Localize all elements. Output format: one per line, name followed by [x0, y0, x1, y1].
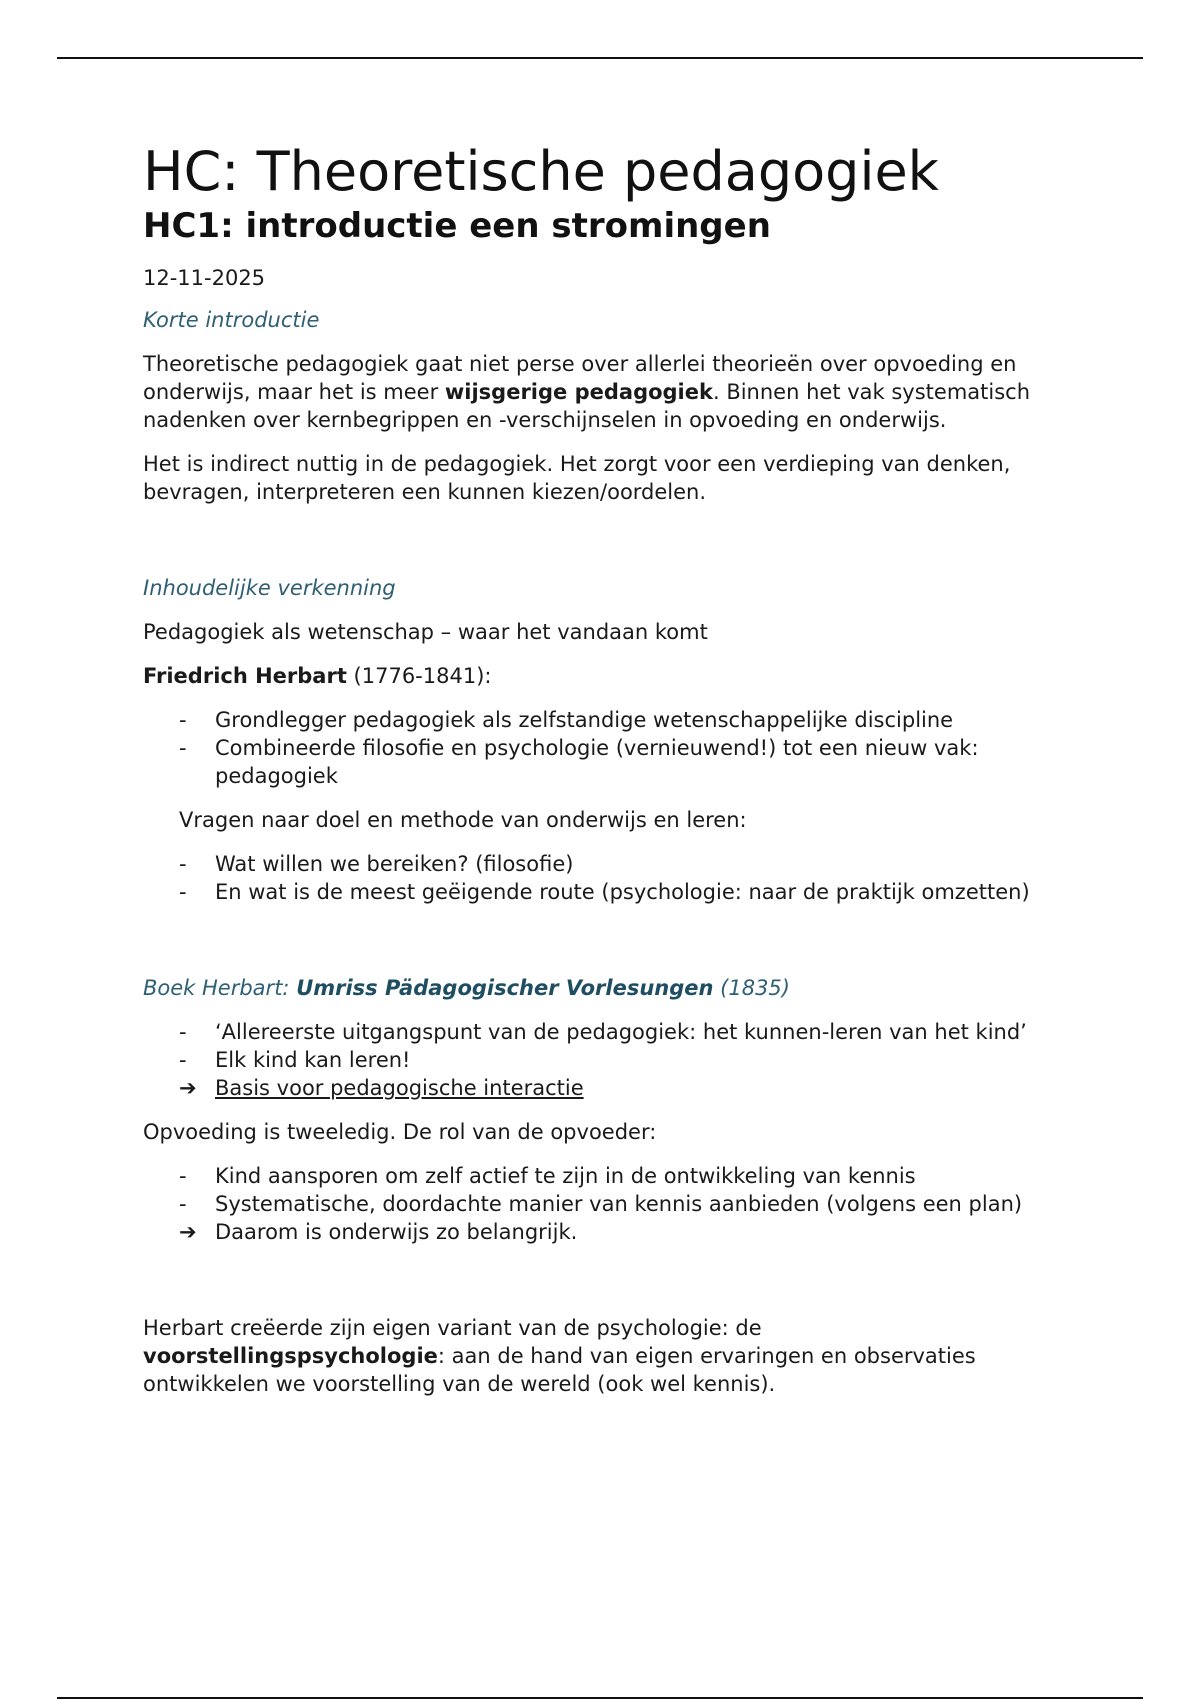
section-heading-book — [143, 974, 1043, 1002]
list-item — [179, 734, 1043, 790]
list-item-text: Kind aansporen om zelf actief te zijn in de ontwikkeling van kennis — [215, 1164, 916, 1188]
psychology-paragraph — [143, 1314, 1043, 1398]
dash-marker: - — [179, 852, 187, 876]
date: 12-11-2025 — [143, 266, 266, 290]
intro-paragraph-2: Het is indirect nuttig in de pedagogiek. Het zorgt voor een verdieping van denken, bevragen, interpreteren een kunnen kiezen/oordelen. — [143, 452, 1011, 504]
dash-marker: - — [179, 736, 187, 760]
bold-term: wijsgerige pedagogiek — [444, 380, 713, 404]
dash-marker: - — [179, 1020, 187, 1044]
list-item — [179, 1190, 1043, 1218]
text-run: Boek Herbart: — [143, 976, 297, 1000]
herbart-list — [179, 706, 1043, 790]
intro-paragraph-1 — [143, 350, 1043, 434]
dash-marker: - — [179, 1192, 187, 1216]
questions-paragraph: Vragen naar doel en methode van onderwijs en leren: — [179, 808, 747, 832]
section-heading-intro: Korte introductie — [143, 308, 320, 332]
section-heading-exploration: Inhoudelijke verkenning — [143, 576, 396, 600]
document-title: HC: Theoretische pedagogiek — [143, 140, 939, 203]
book-year: (1835) — [713, 976, 790, 1000]
spacer — [143, 522, 1043, 574]
list-item-text: Wat willen we bereiken? (filosofie) — [215, 852, 574, 876]
list-item — [179, 706, 1043, 734]
text-run: Herbart creëerde zijn eigen variant van de psychologie: de — [143, 1316, 762, 1340]
herbart-name: Friedrich Herbart — [143, 664, 347, 688]
list-item-text: Combineerde filosofie en psychologie (vernieuwend!) tot een nieuw vak: pedagogiek — [215, 736, 979, 788]
herbart-line — [143, 662, 1043, 690]
footer-rule — [57, 1697, 1143, 1699]
list-item-text: Grondlegger pedagogiek als zelfstandige wetenschappelijke discipline — [215, 708, 954, 732]
list-item-text: En wat is de meest geëigende route (psychologie: naar de praktijk omzetten) — [215, 880, 1030, 904]
dash-marker: - — [179, 1164, 187, 1188]
header-rule — [57, 57, 1143, 59]
list-item-text: Systematische, doordachte manier van kennis aanbieden (volgens een plan) — [215, 1192, 1023, 1216]
dash-marker: - — [179, 708, 187, 732]
dash-marker: - — [179, 880, 187, 904]
list-item — [179, 878, 1043, 906]
arrow-item — [179, 1218, 1043, 1246]
spacer — [143, 922, 1043, 974]
arrow-item-text: Daarom is onderwijs zo belangrijk. — [215, 1220, 578, 1244]
text-run: . Binnen het vak systematisch nadenken over kernbegrippen en -verschijnselen in opvoeding en onderwijs. — [143, 380, 1031, 432]
list-item — [179, 1018, 1043, 1046]
educator-list — [179, 1162, 1043, 1246]
document-body — [143, 140, 1043, 1414]
arrow-icon: ➔ — [179, 1220, 197, 1244]
list-item-text: Elk kind kan leren! — [215, 1048, 411, 1072]
arrow-item-text: Basis voor pedagogische interactie — [215, 1076, 584, 1100]
list-item-text: ‘Allereerste uitgangspunt van de pedagogiek: het kunnen-leren van het kind’ — [215, 1020, 1027, 1044]
exploration-paragraph: Pedagogiek als wetenschap – waar het vandaan komt — [143, 620, 708, 644]
text-run: : aan de hand van eigen ervaringen en observaties ontwikkelen we voorstelling van de wereld (ook wel kennis). — [143, 1344, 976, 1396]
list-item — [179, 1046, 1043, 1074]
upbringing-paragraph: Opvoeding is tweeledig. De rol van de opvoeder: — [143, 1120, 657, 1144]
list-item — [179, 1162, 1043, 1190]
dash-marker: - — [179, 1048, 187, 1072]
questions-list — [179, 850, 1043, 906]
book-title: Umriss Pädagogischer Vorlesungen — [296, 976, 714, 1000]
book-list — [179, 1018, 1043, 1102]
lecture-title: HC1: introductie een stromingen — [143, 206, 771, 246]
arrow-item — [179, 1074, 1043, 1102]
spacer — [143, 1262, 1043, 1314]
arrow-icon: ➔ — [179, 1076, 197, 1100]
bold-term: voorstellingspsychologie — [143, 1344, 438, 1368]
list-item — [179, 850, 1043, 878]
text-run: Theoretische pedagogiek gaat niet perse over allerlei theorieën over opvoeding en onderwijs, maar het is meer — [143, 352, 1017, 404]
herbart-years: (1776-1841): — [346, 664, 492, 688]
